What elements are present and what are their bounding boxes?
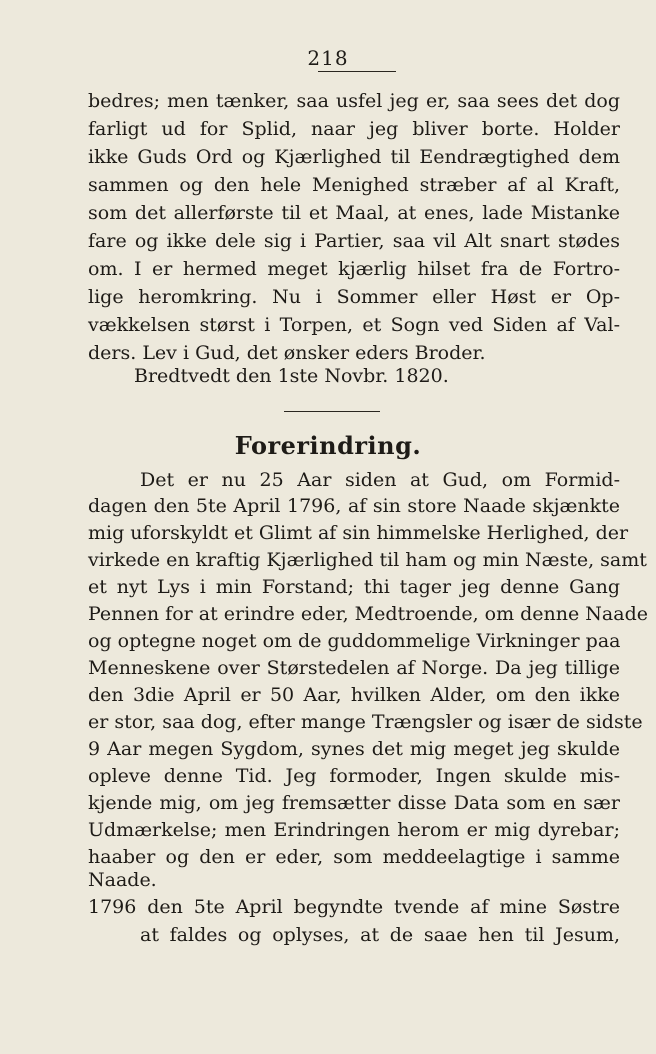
preface-line: er stor, saa dog, efter mange Trængsler og især de sidste — [88, 711, 643, 733]
letter-line: bedres; men tænker, saa usfel jeg er, saa sees det dog — [88, 90, 620, 112]
letter-line: fare og ikke dele sig i Partier, saa vil Alt snart stødes — [88, 230, 620, 252]
entry-line: 1796 den 5te April begyndte tvende af mine Søstre — [88, 896, 620, 918]
letter-line: som det allerførste til et Maal, at enes, lade Mistanke — [88, 202, 620, 224]
preface-line: haaber og den er eder, som meddeelagtige i samme — [88, 846, 620, 868]
preface-line: dagen den 5te April 1796, af sin store Naade skjænkte — [88, 495, 620, 517]
preface-line: Naade. — [88, 869, 157, 891]
preface-line: Menneskene over Størstedelen af Norge. Da jeg tillige — [88, 657, 620, 679]
letter-line: lige heromkring. Nu i Sommer eller Høst er Op- — [88, 286, 620, 308]
page-number-rule — [318, 71, 396, 72]
letter-line: ikke Guds Ord og Kjærlighed til Eendrægtighed dem — [88, 146, 620, 168]
letter-line: sammen og den hele Menighed stræber af al Kraft, — [88, 174, 620, 196]
preface-line: Pennen for at erindre eder, Medtroende, om denne Naade — [88, 603, 648, 625]
preface-line: den 3die April er 50 Aar, hvilken Alder, om den ikke — [88, 684, 620, 706]
preface-line: et nyt Lys i min Forstand; thi tager jeg denne Gang — [88, 576, 620, 598]
preface-line: Det er nu 25 Aar siden at Gud, om Formid- — [140, 469, 620, 491]
preface-line: opleve denne Tid. Jeg formoder, Ingen skulde mis- — [88, 765, 620, 787]
letter-line: vækkelsen størst i Torpen, et Sogn ved Siden af Val- — [88, 314, 620, 336]
preface-line: Udmærkelse; men Erindringen herom er mig dyrebar; — [88, 819, 620, 841]
preface-line: og optegne noget om de guddommelige Virkninger paa — [88, 630, 621, 652]
section-heading: Forerindring. — [234, 431, 422, 460]
preface-line: virkede en kraftig Kjærlighed til ham og min Næste, samt — [88, 549, 647, 571]
section-divider — [284, 411, 380, 412]
letter-line: om. I er hermed meget kjærlig hilset fra de Fortro- — [88, 258, 620, 280]
preface-line: 9 Aar megen Sygdom, synes det mig meget jeg skulde — [88, 738, 620, 760]
letter-line: farligt ud for Splid, naar jeg bliver borte. Holder — [88, 118, 620, 140]
letter-signoff: Bredtvedt den 1ste Novbr. 1820. — [134, 365, 449, 387]
preface-line: kjende mig, om jeg fremsætter disse Data som en sær — [88, 792, 620, 814]
entry-line: at faldes og oplyses, at de saae hen til Jesum, — [140, 924, 620, 946]
letter-line: ders. Lev i Gud, det ønsker eders Broder. — [88, 342, 486, 364]
preface-line: mig uforskyldt et Glimt af sin himmelske Herlighed, der — [88, 522, 629, 544]
page-number: 218 — [307, 46, 349, 70]
